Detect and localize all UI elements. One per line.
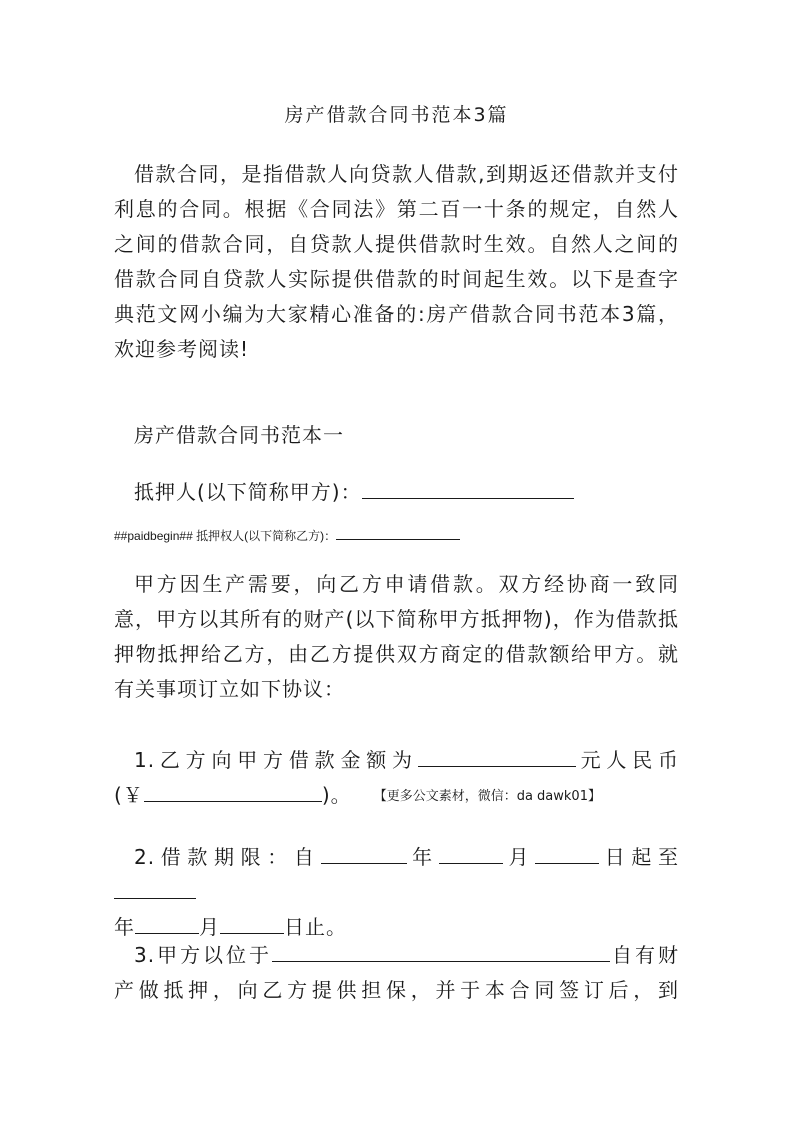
mortgagee-label: 抵押权人(以下简称乙方)： xyxy=(196,529,337,543)
end-month-blank xyxy=(135,913,199,934)
mortgagor-line xyxy=(134,475,679,510)
start-month-blank xyxy=(439,843,503,864)
document-title: 房产借款合同书范本3篇 xyxy=(284,104,509,126)
mortgagor-label: 抵押人(以下简称甲方)： xyxy=(134,480,362,504)
clause-1-line-1 xyxy=(114,743,679,778)
mortgagee-line xyxy=(114,527,460,545)
clause-3 xyxy=(114,938,679,1008)
clause-1-currency-open: (￥ xyxy=(114,783,144,807)
clause-3-text-b: 自有财 xyxy=(610,943,679,967)
property-location-blank xyxy=(272,941,610,962)
mortgagee-blank xyxy=(336,527,460,540)
section-heading: 房产借款合同书范本一 xyxy=(134,423,344,447)
clause-2-line-1 xyxy=(114,840,679,910)
clause-1-amount-blank xyxy=(418,746,576,767)
start-day-blank xyxy=(535,843,599,864)
paid-marker: ##paidbegin## xyxy=(114,529,193,543)
clause-2-day-end: 日止。 xyxy=(284,915,347,939)
clause-1-yuan-blank xyxy=(144,781,322,802)
preamble-paragraph: 甲方因生产需要，向乙方申请借款。双方经协商一致同意，甲方以其所有的财产(以下简称甲方抵押物)，作为借款抵押物抵押给乙方，由乙方提供双方商定的借款额给甲方。就有关事项订立如下协议： xyxy=(114,572,679,701)
clause-1-currency-close: )。 xyxy=(321,783,352,807)
clause-2-month-2: 月 xyxy=(199,915,220,939)
clause-3-line-1 xyxy=(114,938,679,973)
clause-2-text-a: 借款期限：自 xyxy=(155,845,321,869)
end-day-blank xyxy=(220,913,284,934)
clause-1-text-b: 元人民币 xyxy=(575,748,680,772)
clause-3-line-2: 产做抵押，向乙方提供担保，并于本合同签订后，到 xyxy=(114,978,679,1002)
clause-2-day-from: 日起至 xyxy=(599,845,680,869)
clause-3-number: 3. xyxy=(134,943,156,967)
clause-2-year-2: 年 xyxy=(114,915,135,939)
clause-2-year-1: 年 xyxy=(406,845,439,869)
start-year-blank xyxy=(321,843,407,864)
end-year-blank xyxy=(114,878,196,899)
clause-2 xyxy=(114,840,679,945)
promo-note: 【更多公文素材，微信：da dawk01】 xyxy=(373,789,601,804)
clause-2-number: 2. xyxy=(134,845,156,869)
clause-1-text-a: 乙方向甲方借款金额为 xyxy=(155,748,418,772)
clause-3-text-a: 甲方以位于 xyxy=(155,943,273,967)
clause-1-line-2 xyxy=(114,778,679,814)
clause-2-month-1: 月 xyxy=(502,845,536,869)
clause-1-number: 1. xyxy=(134,748,156,772)
intro-paragraph: 借款合同，是指借款人向贷款人借款,到期返还借款并支付利息的合同。根据《合同法》第二百一十条的规定，自然人之间的借款合同，自贷款人提供借款时生效。自然人之间的借款合同自贷款人实际提供借款的时间起生效。以下是查字典范文网小编为大家精心准备的:房产借款合同书范本3篇，欢迎参考阅读! xyxy=(114,162,679,361)
mortgagor-blank xyxy=(362,478,574,499)
clause-1 xyxy=(114,743,679,814)
